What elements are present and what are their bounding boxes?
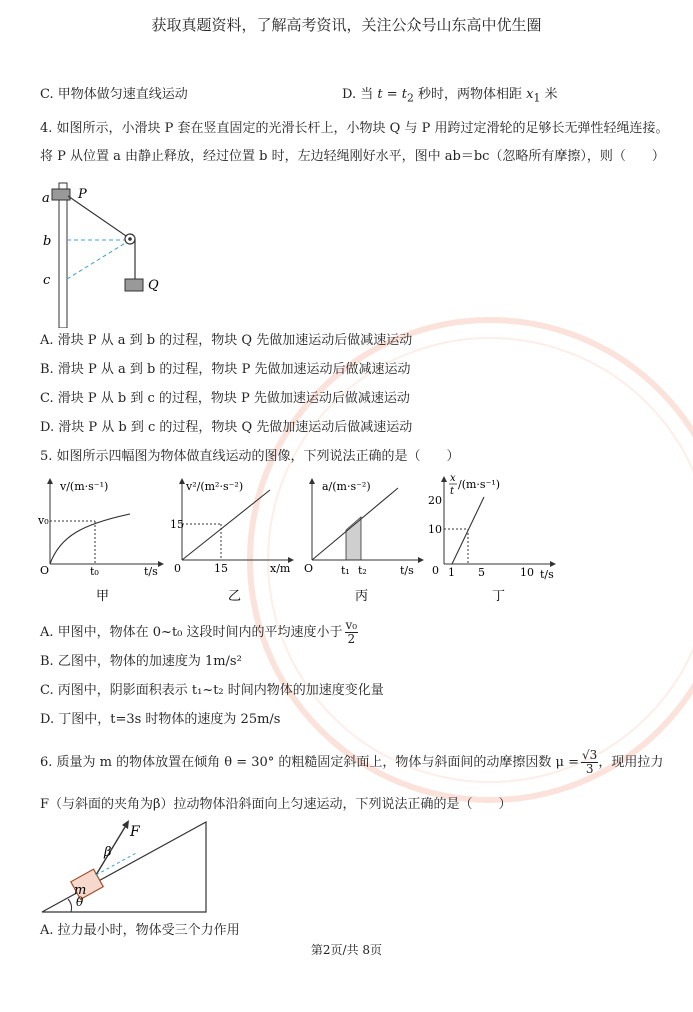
q5-stem: 5. 如图所示四幅图为物体做直线运动的图像，下列说法正确的是（ ）: [40, 449, 460, 464]
ding-y20: 20: [428, 494, 442, 507]
label-c: c: [43, 273, 51, 288]
q5-option-a: A. 甲图中，物体在 0~t₀ 这段时间内的平均速度小于 $\frac{\text{v₀}}{2}$: [40, 618, 358, 646]
yi-ylabel: v²/(m²·s⁻²): [186, 480, 244, 493]
q6-stem-line1: 6. 质量为 m 的物体放置在倾角 θ = 30° 的粗糙固定斜面上，物体与斜面间的动摩擦因数 μ = $\frac{√3}{3}$ ，现用拉力: [40, 748, 664, 776]
q6-figure: [38, 818, 218, 918]
q4-figure: [38, 178, 178, 328]
ding-ylabel-num: x: [450, 473, 456, 484]
q5-option-b: B. 乙图中，物体的加速度为 1m/s²: [40, 654, 242, 669]
ding-origin: 0: [432, 564, 439, 577]
graph-ding: [426, 470, 566, 606]
label-Q: Q: [148, 278, 159, 293]
label-b: b: [43, 234, 52, 249]
yi-ytick: 15: [170, 518, 184, 531]
q4-option-c: C. 滑块 P 从 b 到 c 的过程，物块 P 先做加速运动后做减速运动: [40, 391, 410, 406]
q6-stem-line2: F（与斜面的夹角为β）拉动物体沿斜面向上匀速运动，下列说法正确的是（ ）: [40, 797, 512, 812]
q6-option-a: A. 拉力最小时，物体受三个力作用: [40, 923, 240, 938]
q4-stem-line1: 4. 如图所示，小滑块 P 套在竖直固定的光滑长杆上，小物块 Q 与 P 用跨过定滑轮的足够长无弹性轻绳连接。: [40, 121, 669, 136]
page-footer: 第2页/共 8页: [310, 943, 383, 957]
bing-xlabel: t/s: [400, 564, 414, 577]
ding-y10: 10: [428, 523, 442, 536]
bing-t2: t₂: [358, 564, 367, 577]
q3-option-d: D. 当 $t = t_2$ 秒时，两物体相距 $x_1$ 米: [342, 87, 558, 105]
q4-option-d: D. 滑块 P 从 b 到 c 的过程，物块 Q 先做加速运动后做减速运动: [40, 420, 413, 435]
graph-yi: [170, 476, 300, 606]
graph-bing: [300, 476, 430, 606]
ding-caption: 丁: [492, 589, 506, 604]
q3-option-c: C. 甲物体做匀速直线运动: [40, 87, 188, 102]
label-beta: β: [104, 845, 112, 860]
q5-option-d: D. 丁图中，t=3s 时物体的速度为 25m/s: [40, 712, 281, 727]
yi-xtick: 15: [214, 562, 228, 575]
yi-caption: 乙: [228, 589, 242, 604]
ding-ylabel-den: t: [450, 486, 455, 497]
graph-jia: [38, 476, 168, 606]
ding-ylabel-unit: /(m·s⁻¹): [458, 478, 501, 491]
bing-t1: t₁: [341, 564, 350, 577]
q4-option-b: B. 滑块 P 从 a 到 b 的过程，物块 P 先做加速运动后做减速运动: [40, 362, 411, 377]
jia-ylabel: v/(m·s⁻¹): [60, 480, 109, 493]
bing-origin: O: [304, 562, 314, 575]
yi-origin: 0: [174, 562, 181, 575]
label-F: F: [130, 824, 140, 840]
ding-x5: 5: [478, 566, 485, 579]
q4-option-a: A. 滑块 P 从 a 到 b 的过程，物块 Q 先做加速运动后做减速运动: [40, 333, 413, 348]
ding-x10: 10: [520, 566, 534, 579]
bing-caption: 丙: [355, 589, 369, 604]
ding-xlabel: t/s: [540, 568, 554, 581]
jia-t0: t₀: [90, 565, 99, 578]
label-a: a: [42, 191, 50, 206]
q5-option-c: C. 丙图中，阴影面积表示 t₁~t₂ 时间内物体的加速度变化量: [40, 683, 384, 698]
page-header: 获取真题资料，了解高考资讯，关注公众号山东高中优生圈: [151, 16, 542, 34]
label-P: P: [78, 187, 87, 202]
jia-caption: 甲: [96, 589, 110, 604]
q4-stem-line2: 将 P 从位置 a 由静止释放，经过位置 b 时，左边轻绳刚好水平，图中 ab＝bc（忽略所有摩擦），则（ ）: [40, 149, 665, 164]
yi-xlabel: x/m: [270, 562, 291, 575]
jia-xlabel: t/s: [144, 565, 158, 578]
jia-v0: v₀: [38, 514, 49, 527]
label-m: m: [74, 883, 87, 898]
jia-origin: O: [40, 564, 50, 577]
bing-ylabel: a/(m·s⁻²): [322, 480, 371, 493]
ding-x1: 1: [448, 566, 455, 579]
label-theta: θ: [76, 895, 84, 909]
